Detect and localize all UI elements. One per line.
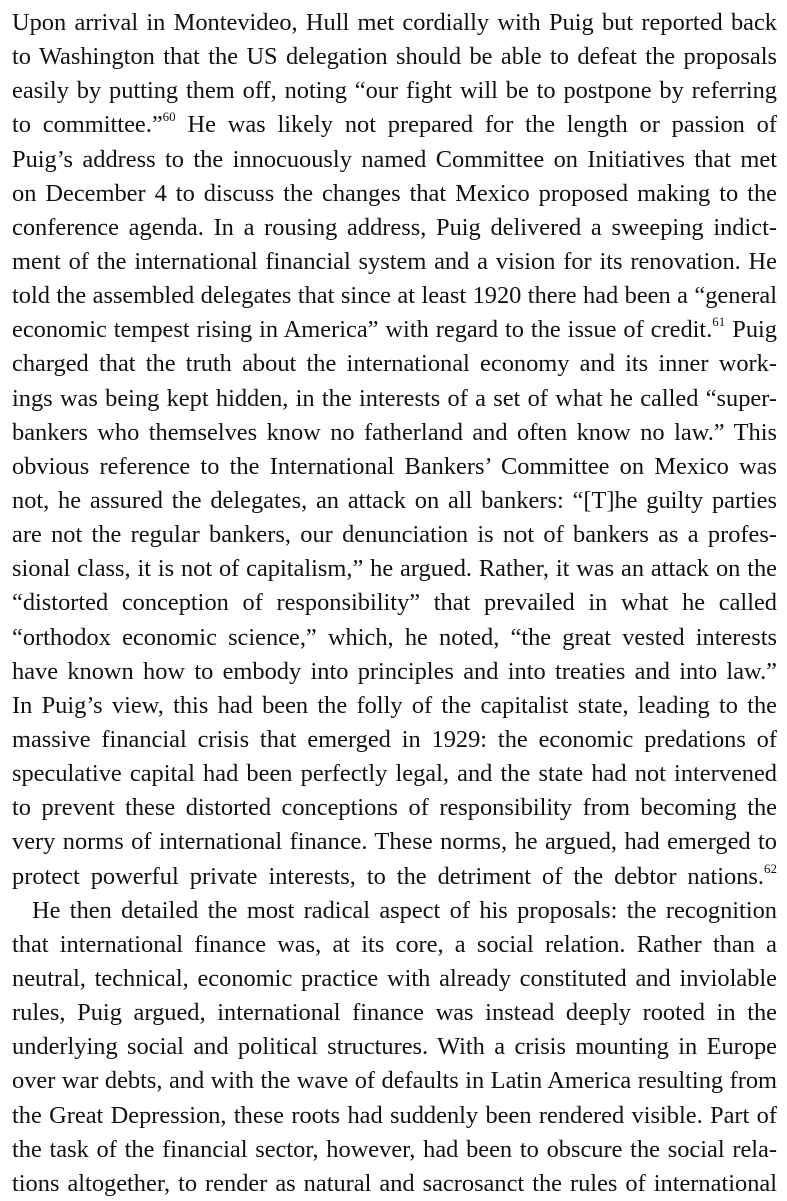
text-line — [12, 211, 777, 245]
footnote-marker[interactable]: 62 — [764, 860, 777, 876]
line-text: that international finance was, at its core, a social relation. Rather than a — [12, 930, 777, 958]
paragraph — [12, 894, 777, 1201]
text-line — [12, 996, 777, 1030]
line-text: speculative capital had been perfectly legal, and the state had not intervened — [12, 760, 777, 788]
text-line — [12, 245, 777, 279]
line-text: ment of the international financial system and a vision for its renovation. He — [12, 247, 777, 275]
line-text-continued: Puig — [725, 316, 777, 344]
text-line — [12, 689, 777, 723]
text-line — [12, 757, 777, 791]
text-line — [12, 143, 777, 177]
line-text: bankers who themselves know no fatherland and often know no law.” This — [12, 418, 777, 446]
line-text: protect powerful private interests, to the detriment of the debtor nations. — [12, 862, 764, 890]
text-line — [12, 1133, 777, 1167]
text-line — [12, 74, 777, 108]
line-text: economic tempest rising in America” with regard to the issue of credit. — [12, 316, 713, 344]
text-line — [12, 450, 777, 484]
line-text-continued: He was likely not prepared for the length or passion of — [175, 111, 777, 139]
line-text: the task of the financial sector, however, had been to obscure the social rela- — [12, 1135, 777, 1163]
line-text: very norms of international finance. These norms, he argued, had emerged to — [12, 828, 777, 856]
paragraph — [12, 6, 777, 894]
line-text: to committee.” — [12, 111, 163, 139]
line-text: the Great Depression, these roots had suddenly been rendered visible. Part of — [12, 1101, 777, 1129]
line-text: told the assembled delegates that since at least 1920 there had been a “general — [12, 282, 777, 310]
line-text: to prevent these distorted conceptions of responsibility from becoming the — [12, 794, 777, 822]
text-line — [12, 108, 777, 142]
text-line — [12, 416, 777, 450]
line-text: In Puig’s view, this had been the folly of the capitalist state, leading to the — [12, 691, 777, 719]
text-line — [12, 6, 777, 40]
line-text: have known how to embody into principles and into treaties and into law.” — [12, 657, 777, 685]
text-line — [12, 279, 777, 313]
line-text: Puig’s address to the innocuously named Committee on Initiatives that met — [12, 145, 777, 173]
text-line — [12, 382, 777, 416]
line-text: easily by putting them off, noting “our fight will be to postpone by referring — [12, 77, 777, 105]
line-text: tions altogether, to render as natural and sacrosanct the rules of international — [12, 1169, 777, 1197]
text-line — [12, 825, 777, 859]
body-text — [12, 6, 777, 1201]
line-text: underlying social and political structures. With a crisis mounting in Europe — [12, 1033, 777, 1061]
line-text: conference agenda. In a rousing address, Puig delivered a sweeping indict- — [12, 213, 777, 241]
text-line — [12, 791, 777, 825]
text-line — [12, 552, 777, 586]
line-text: “orthodox economic science,” which, he noted, “the great vested interests — [12, 623, 777, 651]
line-text: Upon arrival in Montevideo, Hull met cordially with Puig but reported back — [12, 9, 777, 36]
text-line — [12, 962, 777, 996]
text-line — [12, 1167, 777, 1201]
line-text: ings was being kept hidden, in the interests of a set of what he called “super- — [12, 384, 777, 412]
text-line — [12, 723, 777, 757]
text-line — [12, 177, 777, 211]
line-text: to Washington that the US delegation should be able to defeat the proposals — [12, 43, 777, 71]
line-text: charged that the truth about the international economy and its inner work- — [12, 350, 777, 378]
line-text: massive financial crisis that emerged in 1929: the economic predations of — [12, 725, 777, 753]
text-line — [12, 928, 777, 962]
text-line — [12, 40, 777, 74]
text-line — [12, 518, 777, 552]
text-line — [12, 313, 777, 347]
line-text: sional class, it is not of capitalism,” he argued. Rather, it was an attack on the — [12, 555, 777, 583]
line-text: on December 4 to discuss the changes that Mexico proposed making to the — [12, 179, 777, 207]
footnote-marker[interactable]: 61 — [712, 314, 726, 330]
text-line — [12, 621, 777, 655]
text-line — [12, 894, 777, 928]
line-text: neutral, technical, economic practice with already constituted and inviolable — [12, 964, 777, 992]
line-text: rules, Puig argued, international finance was instead deeply rooted in the — [12, 999, 777, 1027]
text-line — [12, 860, 777, 894]
line-text: are not the regular bankers, our denunciation is not of bankers as a profes- — [12, 521, 777, 549]
line-text: obvious reference to the International Bankers’ Committee on Mexico was — [12, 452, 777, 480]
line-text: over war debts, and with the wave of defaults in Latin America resulting from — [12, 1067, 777, 1095]
text-line — [12, 586, 777, 620]
text-line — [12, 655, 777, 689]
text-line — [12, 484, 777, 518]
text-line — [12, 1099, 777, 1133]
footnote-marker[interactable]: 60 — [162, 109, 176, 125]
line-text: not, he assured the delegates, an attack on all bankers: “[T]he guilty parties — [12, 486, 777, 514]
line-text: “distorted conception of responsibility” that prevailed in what he called — [12, 589, 777, 617]
text-line — [12, 347, 777, 381]
text-line — [12, 1064, 777, 1098]
text-line — [12, 1030, 777, 1064]
line-text: He then detailed the most radical aspect of his proposals: the recognition — [32, 896, 777, 924]
